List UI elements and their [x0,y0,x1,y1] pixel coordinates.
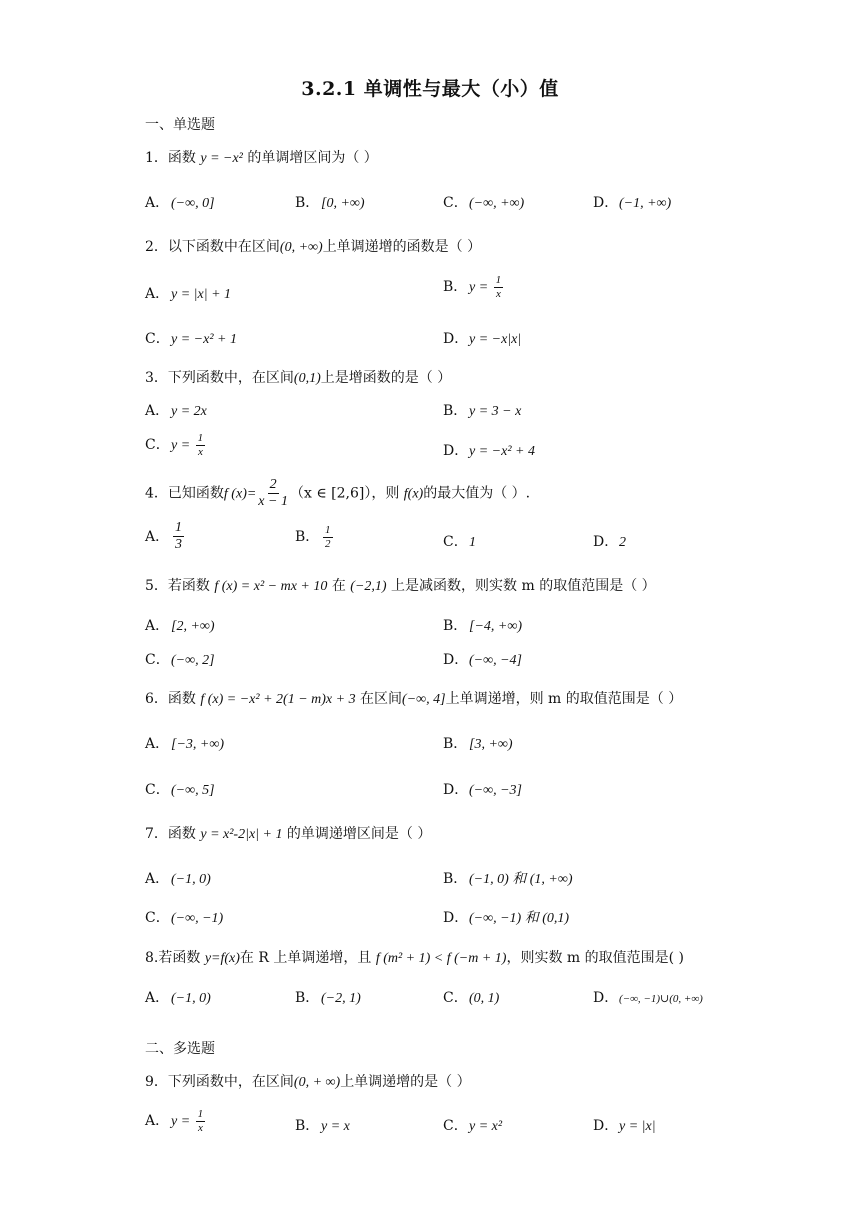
question-1 [145,147,378,167]
text: (−1, 0) [171,991,211,1006]
text: C． [443,195,468,211]
q3-option-d [443,440,535,460]
text: 3 [175,537,182,553]
fraction [196,1108,206,1134]
text: 的单调递增区间是（ ） [282,826,432,842]
text: y = −x² + 1 [171,332,237,347]
text: (−∞, +∞) [469,196,525,211]
text: 的最大值为（ ）. [423,485,531,502]
fraction [258,477,288,510]
text: 上单调递增的函数是（ ） [322,239,482,255]
text: C． [145,331,170,347]
text: ，则实数 m 的取值范围是( ) [506,950,685,966]
text: A． [145,195,170,211]
text: (−∞, −1) 和 (0,1) [469,911,570,926]
text: f(x) [403,486,424,502]
text: 在 R 上单调递增，且 [239,950,376,966]
text: (−1, +∞) [619,196,672,211]
text: [0, +∞) [321,196,365,211]
text: (−∞, −4] [469,653,522,668]
text: y=f(x) [204,951,240,966]
text: y = 2x [171,404,207,419]
q5-option-d [443,649,522,669]
text: (−2,1) [350,579,387,594]
q9-option-b [295,1115,350,1135]
text: x − 1 [258,494,288,510]
text: x [197,445,203,458]
q1-option-b [295,192,365,212]
text: (−∞, 4] [402,692,446,707]
text: 9．下列函数中，在区间 [145,1074,294,1090]
text: (0,1) [293,371,321,386]
text: D． [443,910,469,926]
q3-option-b [443,400,521,420]
question-5 [145,575,656,595]
text: A． [145,403,170,419]
text: f (m² + 1) < f (−m + 1) [375,951,507,966]
question-2 [145,236,481,256]
q6-option-b [443,733,513,753]
text: (−1, 0) 和 (1, +∞) [469,872,573,887]
q7-option-a [145,868,211,888]
text: C． [145,437,170,454]
text: y = x²-2|x| + 1 [200,827,283,842]
text: 在区间 [355,691,403,707]
text: 1 [197,432,204,444]
text: C． [443,1118,468,1134]
text: D． [443,782,469,798]
text: A． [145,1113,170,1130]
text: B． [295,195,320,211]
fraction [173,520,184,553]
text: 2．以下函数中在区间 [145,239,280,255]
q8-option-b [295,987,361,1007]
text: [2, +∞) [171,619,215,634]
text: 1 [469,535,476,550]
q3-option-a [145,400,207,420]
question-3 [145,367,451,387]
question-9 [145,1071,471,1091]
text: 上是减函数，则实数 m 的取值范围是（ ） [386,578,656,594]
section-heading-multi: 二、多选题 [145,1041,215,1057]
question-1-prefix: 1．函数 [145,150,201,166]
text: (−∞, −3] [469,783,522,798]
q7-option-b [443,868,573,888]
text: D． [593,1118,619,1134]
text: f (x)= [223,486,257,502]
question-1-math: y = −x² [200,151,243,166]
q2-option-d [443,328,521,348]
q1-option-a [145,192,215,212]
question-1-suffix: 的单调增区间为（ ） [242,150,378,166]
text: 上单调递增的是（ ） [340,1074,471,1090]
text: (0, 1) [469,991,500,1006]
text: D． [443,443,469,459]
text: 2 [619,535,626,550]
text: 6．函数 [145,691,201,707]
q4-option-d [593,531,626,551]
text: 1 [495,274,502,286]
text: A． [145,736,170,752]
text: y = [469,280,492,296]
text: B． [443,736,468,752]
text: 5．若函数 [145,578,215,594]
text: y = x² [469,1119,503,1134]
text: y = 3 − x [469,404,522,419]
text: 1 [173,520,184,537]
q7-option-c [145,907,223,927]
text: 7．函数 [145,826,201,842]
text: (−2, 1) [321,991,361,1006]
text: B． [443,871,468,887]
text: D． [443,652,469,668]
q9-option-a [145,1108,207,1134]
text: 上单调递增，则 m 的取值范围是（ ） [445,691,683,707]
q8-option-a [145,987,211,1007]
text: C． [145,782,170,798]
text: y = −x² + 4 [469,444,535,459]
text: D． [593,534,619,550]
text: B． [295,1118,320,1134]
text: 1 [325,524,331,536]
q8-option-d [593,987,703,1007]
q2-option-a [145,283,231,303]
text: (0, +∞) [279,240,323,255]
text: B． [443,279,468,296]
fraction [494,274,504,300]
text: y = |x| + 1 [171,287,232,302]
question-6 [145,688,682,708]
text: A． [145,618,170,634]
text: A． [145,286,170,302]
text: A． [145,528,170,545]
text: [−4, +∞) [469,619,522,634]
text: C． [443,990,468,1006]
text: （x ∈ [2,6]），则 [289,485,404,502]
text: (−∞, 2] [171,653,215,668]
q6-option-a [145,733,224,753]
text: (−∞, −1) [171,911,224,926]
q2-option-c [145,328,237,348]
q7-option-d [443,907,569,927]
text: y = x [321,1119,350,1134]
text: 在 [327,578,351,594]
text: x [197,1121,203,1134]
text: C． [145,910,170,926]
text: x [495,287,501,300]
section-heading-single: 一、单选题 [145,117,215,133]
text: f (x) = x² − mx + 10 [214,579,328,594]
q4-option-b [295,524,335,550]
fraction [196,432,206,458]
text: D． [593,990,619,1006]
text: [3, +∞) [469,737,513,752]
text: y = [171,1114,194,1130]
text: 8.若函数 [145,950,205,966]
text: 上是增函数的是（ ） [320,370,452,386]
q5-option-c [145,649,215,669]
question-4 [145,477,530,510]
text: C． [145,652,170,668]
q9-option-c [443,1115,502,1135]
q9-option-d [593,1115,656,1135]
q6-option-c [145,779,215,799]
text: (0, + ∞) [293,1075,341,1090]
text: y = |x| [619,1119,656,1134]
text: A． [145,871,170,887]
q3-option-c [145,432,207,458]
q5-option-b [443,615,522,635]
text: (−∞, 5] [171,783,215,798]
text: C． [443,534,468,550]
text: y = −x|x| [469,332,522,347]
q1-option-d [593,192,671,212]
q6-option-d [443,779,522,799]
text: (−1, 0) [171,872,211,887]
text: 2 [268,477,279,494]
question-7 [145,823,431,843]
q4-option-c [443,531,476,551]
page-title: 3.2.1 单调性与最大（小）值 [301,78,559,100]
text: B． [443,618,468,634]
q2-option-b [443,274,505,300]
text: 3．下列函数中，在区间 [145,370,294,386]
q5-option-a [145,615,215,635]
text: B． [295,990,320,1006]
text: (−∞, −1)∪(0, +∞) [619,993,703,1005]
text: y = [171,438,194,454]
text: B． [443,403,468,419]
fraction [323,524,333,550]
text: D． [593,195,619,211]
text: D． [443,331,469,347]
text: 4．已知函数 [145,485,224,502]
text: 2 [325,537,331,550]
q4-option-a [145,520,186,553]
text: (−∞, 0] [171,196,215,211]
text: B． [295,529,320,546]
question-8 [145,947,684,967]
text: 1 [197,1108,204,1120]
text: f (x) = −x² + 2(1 − m)x + 3 [200,692,356,707]
text: [−3, +∞) [171,737,224,752]
q8-option-c [443,987,499,1007]
q1-option-c [443,192,524,212]
text: A． [145,990,170,1006]
